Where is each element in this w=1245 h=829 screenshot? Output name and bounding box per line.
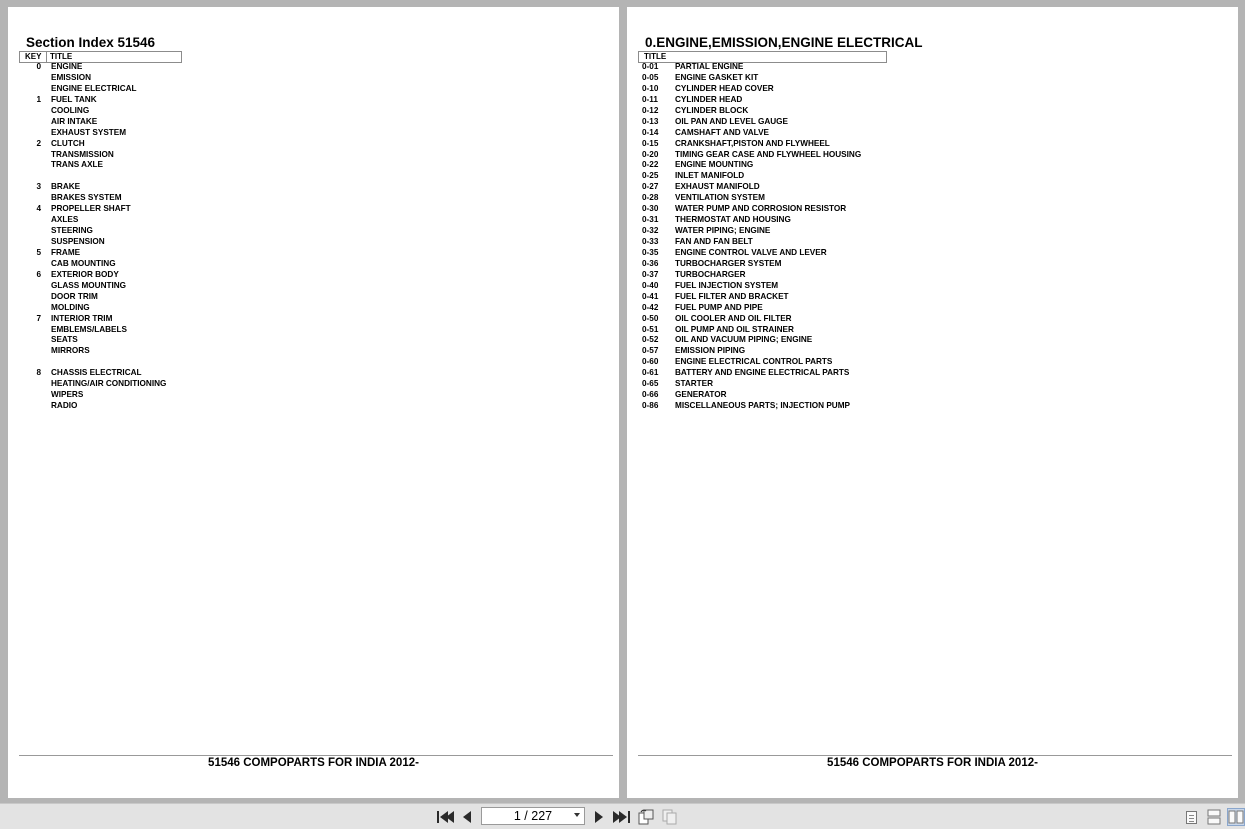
- section-title-text: SEATS: [51, 335, 78, 345]
- content-row: [642, 95, 1042, 106]
- document-page-left: [8, 7, 619, 798]
- content-row: [642, 204, 1042, 215]
- section-title: 0.ENGINE,EMISSION,ENGINE ELECTRICAL: [645, 35, 923, 50]
- index-row: [21, 204, 321, 215]
- section-title-text: WIPERS: [51, 390, 84, 400]
- document-page-right: [627, 7, 1238, 798]
- part-group-code: 0-40: [642, 280, 659, 290]
- index-row: [21, 357, 321, 368]
- content-row: [642, 303, 1042, 314]
- viewer-toolbar: [0, 803, 1245, 829]
- content-row: [642, 73, 1042, 84]
- part-group-code: 0-15: [642, 138, 659, 148]
- part-group-title: TIMING GEAR CASE AND FLYWHEEL HOUSING: [675, 149, 862, 159]
- part-group-code: 0-33: [642, 237, 659, 246]
- index-row: [21, 303, 321, 314]
- section-title-text: SUSPENSION: [51, 237, 105, 246]
- content-row: [642, 237, 1042, 248]
- content-row: [642, 357, 1042, 368]
- part-group-title: CYLINDER HEAD: [675, 94, 743, 104]
- section-title-text: MOLDING: [51, 302, 90, 312]
- part-group-code: 0-37: [642, 269, 659, 279]
- part-group-title: OIL AND VACUUM PIPING; ENGINE: [675, 335, 813, 345]
- section-title-text: RADIO: [51, 401, 78, 411]
- part-group-title: EXHAUST MANIFOLD: [675, 182, 760, 192]
- index-row: [21, 215, 321, 226]
- part-group-title: TURBOCHARGER: [675, 269, 746, 279]
- part-group-title: OIL PAN AND LEVEL GAUGE: [675, 116, 788, 126]
- section-title-text: BRAKE: [51, 182, 81, 192]
- section-title-text: MIRRORS: [51, 346, 90, 356]
- section-title-text: HEATING/AIR CONDITIONING: [51, 379, 167, 389]
- part-group-title: VENTILATION SYSTEM: [675, 193, 765, 203]
- content-row: [642, 84, 1042, 95]
- section-title-text: EXHAUST SYSTEM: [51, 127, 127, 137]
- part-group-title: FUEL PUMP AND PIPE: [675, 302, 763, 312]
- part-group-title: ENGINE ELECTRICAL CONTROL PARTS: [675, 357, 833, 367]
- section-title-text: TRANS AXLE: [51, 160, 104, 170]
- index-row: [21, 95, 321, 106]
- part-group-code: 0-86: [642, 401, 659, 411]
- index-row: [21, 150, 321, 161]
- section-key: 8: [36, 368, 41, 378]
- part-group-title: ENGINE GASKET KIT: [675, 72, 759, 82]
- index-row: [21, 401, 321, 412]
- rotate-icon[interactable]: [637, 808, 655, 826]
- index-row: [21, 281, 321, 292]
- index-row: [21, 106, 321, 117]
- content-row: [642, 259, 1042, 270]
- part-group-title: THERMOSTAT AND HOUSING: [675, 215, 791, 225]
- index-row: [21, 379, 321, 390]
- part-group-title: TURBOCHARGER SYSTEM: [675, 258, 782, 268]
- content-row: [642, 215, 1042, 226]
- content-row: [642, 368, 1042, 379]
- content-row: [642, 160, 1042, 171]
- header-title: TITLE: [50, 52, 73, 61]
- index-row: [21, 259, 321, 270]
- part-group-title: CRANKSHAFT,PISTON AND FLYWHEEL: [675, 138, 830, 148]
- content-row: [642, 117, 1042, 128]
- part-group-code: 0-10: [642, 83, 659, 93]
- section-title-text: PROPELLER SHAFT: [51, 204, 131, 214]
- section-content-list: [642, 62, 1042, 412]
- first-page-icon[interactable]: [436, 808, 454, 826]
- content-row: [642, 193, 1042, 204]
- section-title-text: TRANSMISSION: [51, 149, 114, 159]
- part-group-title: OIL PUMP AND OIL STRAINER: [675, 324, 794, 334]
- section-key: 6: [36, 269, 41, 279]
- content-row: [642, 139, 1042, 150]
- section-key: 5: [36, 247, 41, 257]
- part-group-code: 0-01: [642, 62, 659, 71]
- content-row: [642, 390, 1042, 401]
- page-number-select[interactable]: [481, 807, 585, 825]
- part-group-code: 0-13: [642, 116, 659, 126]
- section-title-text: CLUTCH: [51, 138, 85, 148]
- index-row: [21, 314, 321, 325]
- part-group-title: PARTIAL ENGINE: [675, 62, 744, 71]
- next-page-icon[interactable]: [590, 808, 608, 826]
- section-key: 4: [36, 204, 41, 214]
- part-group-code: 0-57: [642, 346, 659, 356]
- section-title-text: EMISSION: [51, 72, 92, 82]
- content-row: [642, 281, 1042, 292]
- index-row: [21, 117, 321, 128]
- part-group-title: WATER PUMP AND CORROSION RESISTOR: [675, 204, 847, 214]
- part-group-code: 0-14: [642, 127, 659, 137]
- header-key: KEY: [25, 52, 42, 61]
- section-title-text: FUEL TANK: [51, 94, 97, 104]
- single-page-view-icon[interactable]: [1182, 808, 1200, 826]
- part-group-title: FUEL FILTER AND BRACKET: [675, 291, 789, 301]
- part-group-code: 0-36: [642, 258, 659, 268]
- index-row: [21, 270, 321, 281]
- page-indicator: 1 / 227: [513, 809, 553, 823]
- part-group-code: 0-60: [642, 357, 659, 367]
- part-group-title: INLET MANIFOLD: [675, 171, 745, 181]
- content-row: [642, 128, 1042, 139]
- part-group-code: 0-51: [642, 324, 659, 334]
- index-row: [21, 237, 321, 248]
- section-key: 3: [36, 182, 41, 192]
- part-group-code: 0-25: [642, 171, 659, 181]
- index-row: [21, 171, 321, 182]
- content-row: [642, 150, 1042, 161]
- section-title-text: INTERIOR TRIM: [51, 313, 113, 323]
- content-row: [642, 182, 1042, 193]
- part-group-title: WATER PIPING; ENGINE: [675, 226, 771, 236]
- content-row: [642, 346, 1042, 357]
- section-title-text: AXLES: [51, 215, 79, 225]
- part-group-code: 0-30: [642, 204, 659, 214]
- two-page-view-icon[interactable]: [1227, 808, 1245, 826]
- part-group-title: CAMSHAFT AND VALVE: [675, 127, 769, 137]
- chevron-down-icon: [574, 813, 580, 817]
- section-key: 0: [36, 62, 41, 71]
- part-group-code: 0-22: [642, 160, 659, 170]
- section-key: 1: [36, 94, 41, 104]
- part-group-code: 0-05: [642, 72, 659, 82]
- index-row: [21, 325, 321, 336]
- section-title-text: COOLING: [51, 105, 90, 115]
- content-row: [642, 325, 1042, 336]
- content-row: [642, 62, 1042, 73]
- part-group-code: 0-31: [642, 215, 659, 225]
- part-group-title: STARTER: [675, 379, 714, 389]
- index-row: [21, 346, 321, 357]
- section-title-text: EMBLEMS/LABELS: [51, 324, 127, 334]
- part-group-title: MISCELLANEOUS PARTS; INJECTION PUMP: [675, 401, 850, 411]
- content-row: [642, 401, 1042, 412]
- index-row: [21, 335, 321, 346]
- content-row: [642, 171, 1042, 182]
- section-title-text: DOOR TRIM: [51, 291, 98, 301]
- page-footer: 51546 COMPOPARTS FOR INDIA 2012-: [208, 757, 419, 769]
- part-group-title: ENGINE MOUNTING: [675, 160, 754, 170]
- part-group-code: 0-27: [642, 182, 659, 192]
- section-title-text: FRAME: [51, 247, 81, 257]
- section-index-list: [21, 62, 321, 412]
- part-group-code: 0-35: [642, 247, 659, 257]
- section-title-text: STEERING: [51, 226, 93, 236]
- part-group-code: 0-50: [642, 313, 659, 323]
- part-group-title: OIL COOLER AND OIL FILTER: [675, 313, 792, 323]
- index-row: [21, 128, 321, 139]
- section-key: 7: [36, 313, 41, 323]
- content-row: [642, 226, 1042, 237]
- content-row: [642, 335, 1042, 346]
- index-row: [21, 84, 321, 95]
- part-group-title: CYLINDER BLOCK: [675, 105, 749, 115]
- section-index-title: Section Index 51546: [26, 35, 156, 50]
- section-title-text: GLASS MOUNTING: [51, 280, 127, 290]
- part-group-code: 0-20: [642, 149, 659, 159]
- section-title-text: EXTERIOR BODY: [51, 269, 119, 279]
- part-group-code: 0-52: [642, 335, 659, 345]
- section-key: 2: [36, 138, 41, 148]
- part-group-code: 0-11: [642, 94, 658, 104]
- part-group-title: GENERATOR: [675, 390, 727, 400]
- content-row: [642, 248, 1042, 259]
- part-group-code: 0-28: [642, 193, 659, 203]
- index-row: [21, 292, 321, 303]
- index-row: [21, 226, 321, 237]
- section-title-text: CAB MOUNTING: [51, 258, 116, 268]
- index-row: [21, 248, 321, 259]
- continuous-view-icon[interactable]: [1205, 808, 1223, 826]
- part-group-title: ENGINE CONTROL VALVE AND LEVER: [675, 247, 827, 257]
- previous-page-icon[interactable]: [458, 808, 476, 826]
- content-row: [642, 106, 1042, 117]
- index-row: [21, 160, 321, 171]
- index-row: [21, 368, 321, 379]
- footer-divider: [19, 755, 613, 756]
- index-row: [21, 193, 321, 204]
- index-row: [21, 390, 321, 401]
- section-title-text: AIR INTAKE: [51, 116, 98, 126]
- copy-icon[interactable]: [661, 808, 679, 826]
- footer-divider: [638, 755, 1232, 756]
- section-title-text: CHASSIS ELECTRICAL: [51, 368, 142, 378]
- part-group-code: 0-32: [642, 226, 659, 236]
- page-footer: 51546 COMPOPARTS FOR INDIA 2012-: [827, 757, 1038, 769]
- part-group-title: BATTERY AND ENGINE ELECTRICAL PARTS: [675, 368, 850, 378]
- part-group-title: CYLINDER HEAD COVER: [675, 83, 774, 93]
- section-title-text: ENGINE ELECTRICAL: [51, 83, 137, 93]
- part-group-title: FAN AND FAN BELT: [675, 237, 753, 246]
- last-page-icon[interactable]: [612, 808, 630, 826]
- section-title-text: ENGINE: [51, 62, 83, 71]
- part-group-title: EMISSION PIPING: [675, 346, 746, 356]
- part-group-code: 0-65: [642, 379, 659, 389]
- index-row: [21, 62, 321, 73]
- index-row: [21, 73, 321, 84]
- part-group-code: 0-61: [642, 368, 659, 378]
- header-title: TITLE: [644, 52, 667, 61]
- index-row: [21, 139, 321, 150]
- part-group-code: 0-12: [642, 105, 659, 115]
- section-title-text: BRAKES SYSTEM: [51, 193, 122, 203]
- content-row: [642, 314, 1042, 325]
- part-group-title: FUEL INJECTION SYSTEM: [675, 280, 779, 290]
- content-row: [642, 292, 1042, 303]
- content-row: [642, 270, 1042, 281]
- part-group-code: 0-42: [642, 302, 659, 312]
- content-row: [642, 379, 1042, 390]
- part-group-code: 0-41: [642, 291, 659, 301]
- index-row: [21, 182, 321, 193]
- part-group-code: 0-66: [642, 390, 659, 400]
